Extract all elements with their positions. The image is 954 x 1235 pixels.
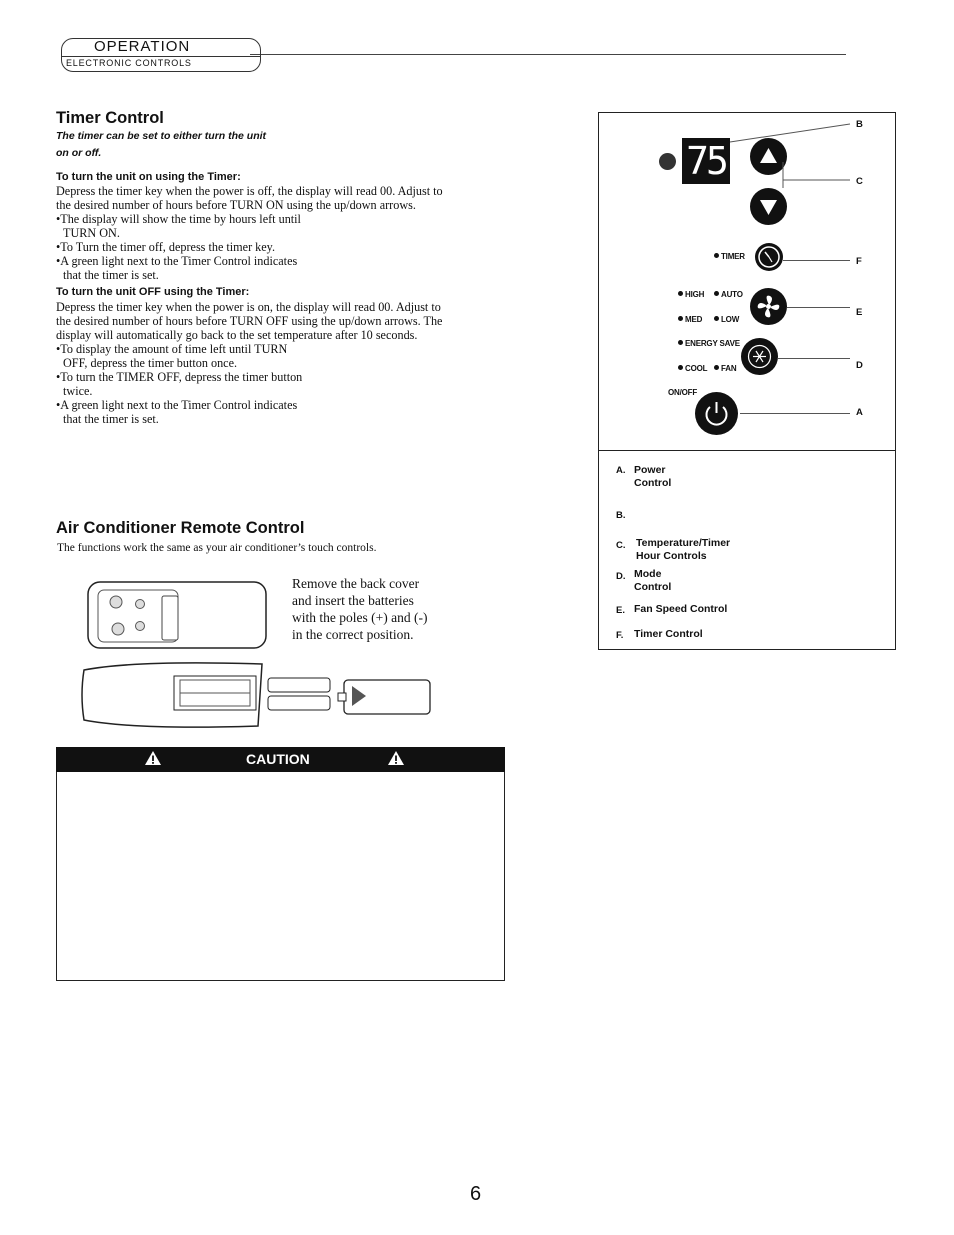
legend-text-d <box>634 568 671 594</box>
section-subtitle: ELECTRONIC CONTROLS <box>66 58 192 68</box>
page-number: 6 <box>470 1183 482 1205</box>
indicator-dot <box>678 316 683 321</box>
legend-key-f: F. <box>616 630 624 641</box>
callout-line-a <box>740 413 850 414</box>
low-indicator <box>714 315 739 324</box>
legend-key-a: A. <box>616 465 626 476</box>
panel-separator <box>598 450 896 451</box>
callout-line-d <box>778 358 850 359</box>
legend-key-d: D. <box>616 571 626 582</box>
body-line: that the timer is set. <box>63 268 159 282</box>
battery-line: Remove the back cover <box>292 576 420 591</box>
battery-line: in the correct position. <box>292 627 414 642</box>
energy-save-indicator <box>678 339 740 348</box>
clock-icon <box>755 243 783 271</box>
legend-text-e <box>634 603 727 616</box>
body-line: •To turn the TIMER OFF, depress the timer button <box>56 370 303 384</box>
callout-d: D <box>856 360 863 371</box>
remote-front-illustration <box>86 580 270 652</box>
callout-lines <box>700 118 860 188</box>
power-icon <box>695 392 738 435</box>
callout-a: A <box>856 407 863 418</box>
legend-key-e: E. <box>616 605 625 616</box>
low-label: LOW <box>721 315 740 324</box>
high-label: HIGH <box>685 290 705 299</box>
legend-line: Control <box>634 581 672 593</box>
warning-icon <box>387 750 405 766</box>
timer-on-heading: To turn the unit on using the Timer: <box>56 171 241 183</box>
caution-label: CAUTION <box>246 751 310 767</box>
down-arrow-icon <box>750 188 787 225</box>
fan-mode-label: FAN <box>721 364 737 373</box>
indicator-dot <box>714 253 719 258</box>
legend-line: Timer Control <box>634 628 703 640</box>
body-line: OFF, depress the timer button once. <box>63 356 238 370</box>
legend-line: Fan Speed Control <box>634 603 728 615</box>
timer-on-body <box>56 184 496 282</box>
legend-text-f <box>634 628 703 641</box>
callout-line-e <box>787 307 850 308</box>
body-line: •A green light next to the Timer Control indicates <box>56 254 298 268</box>
med-indicator <box>678 315 702 324</box>
timer-intro-line: The timer can be set to either turn the unit <box>56 130 267 142</box>
indicator-light <box>659 153 676 170</box>
legend-line: Power <box>634 464 666 476</box>
header-tab-divider <box>62 56 260 57</box>
body-line: •To display the amount of time left until TURN <box>56 342 288 356</box>
indicator-dot <box>714 291 719 296</box>
body-line: •The display will show the time by hours left until <box>56 212 301 226</box>
fan-mode-indicator <box>714 364 736 373</box>
legend-line: Temperature/Timer <box>636 537 731 549</box>
legend-key-c: C. <box>616 540 626 551</box>
fan-speed-button[interactable] <box>750 288 787 325</box>
indicator-dot <box>678 365 683 370</box>
legend-line: Control <box>634 477 672 489</box>
callout-f: F <box>856 256 862 267</box>
timer-off-heading: To turn the unit OFF using the Timer: <box>56 286 250 298</box>
callout-line-f <box>783 260 850 261</box>
indicator-dot <box>714 365 719 370</box>
battery-instructions <box>292 575 427 643</box>
display-readout: 75 <box>686 139 726 183</box>
mode-icon <box>741 338 778 375</box>
legend-text-a <box>634 464 671 490</box>
auto-label: AUTO <box>721 290 743 299</box>
timer-heading: Timer Control <box>56 109 164 127</box>
callout-e: E <box>856 307 863 318</box>
section-title: OPERATION <box>94 38 191 55</box>
caution-box <box>56 747 505 981</box>
med-label: MED <box>685 315 703 324</box>
timer-off-body <box>56 300 496 426</box>
timer-indicator <box>714 252 745 261</box>
timer-intro <box>56 128 316 162</box>
body-line: the desired number of hours before TURN OFF using the up/down arrows. The <box>56 314 443 328</box>
auto-indicator <box>714 290 743 299</box>
legend-key-b: B. <box>616 510 626 521</box>
body-line: TURN ON. <box>63 226 120 240</box>
warning-icon <box>144 750 162 766</box>
energy-save-label: ENERGY SAVE <box>685 339 740 348</box>
header-rule <box>250 54 846 55</box>
remote-heading: Air Conditioner Remote Control <box>56 519 305 537</box>
battery-line: with the poles (+) and (-) <box>292 610 428 625</box>
cool-indicator <box>678 364 707 373</box>
body-line: the desired number of hours before TURN ON using the up/down arrows. <box>56 198 416 212</box>
timer-button[interactable] <box>755 243 783 271</box>
body-line: twice. <box>63 384 93 398</box>
cool-label: COOL <box>685 364 708 373</box>
on-off-label: ON/OFF <box>668 388 698 397</box>
body-line: Depress the timer key when the power is on, the display will read 00. Adjust to <box>56 300 441 314</box>
timer-intro-line: on or off. <box>56 147 102 159</box>
callout-b: B <box>856 119 863 130</box>
remote-back-illustration <box>76 660 436 730</box>
indicator-dot <box>678 291 683 296</box>
body-line: that the timer is set. <box>63 412 159 426</box>
legend-line: Mode <box>634 568 662 580</box>
callout-c: C <box>856 176 863 187</box>
indicator-dot <box>678 340 683 345</box>
battery-line: and insert the batteries <box>292 593 414 608</box>
timer-label: TIMER <box>721 252 745 261</box>
remote-intro: The functions work the same as your air conditioner’s touch controls. <box>57 542 377 554</box>
body-line: •A green light next to the Timer Control indicates <box>56 398 298 412</box>
power-button[interactable] <box>695 392 738 435</box>
body-line: display will automatically go back to the set temperature after 10 seconds. <box>56 328 418 342</box>
fan-icon <box>750 288 787 325</box>
down-arrow-button[interactable] <box>750 188 787 225</box>
legend-text-c <box>636 537 730 563</box>
body-line: •To Turn the timer off, depress the timer key. <box>56 240 276 254</box>
mode-button[interactable] <box>741 338 778 375</box>
indicator-dot <box>714 316 719 321</box>
high-indicator <box>678 290 704 299</box>
body-line: Depress the timer key when the power is off, the display will read 00. Adjust to <box>56 184 443 198</box>
legend-line: Hour Controls <box>636 550 707 562</box>
